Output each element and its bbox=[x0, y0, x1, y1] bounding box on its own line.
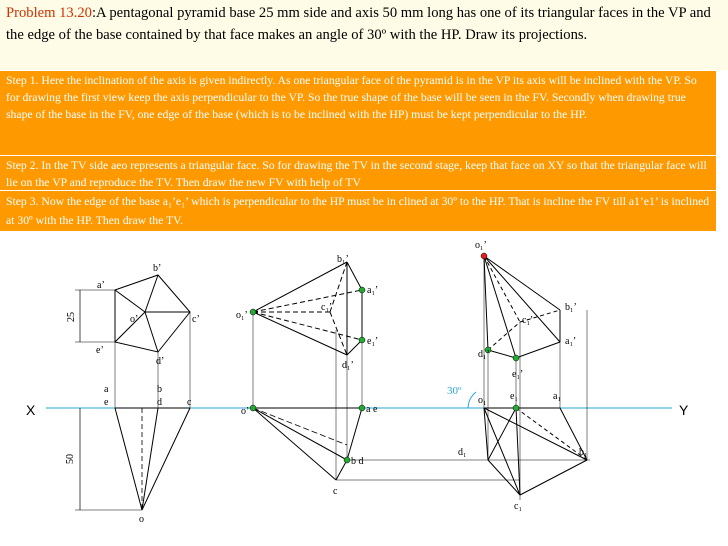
t3-o: o₁ bbox=[478, 395, 487, 406]
step-1: Step 1. Here the inclination of the axis is given indirectly. As one triangular face of the pyramid is in the VP its axis will be inclined with the VP. So for drawing the first view keep the axis perpendicular to the VP. So the true shape of the base will be seen in the FV. Secondly when drawing true shape of the base in the FV, one edge of the base (which is to be inclined with the HP) must be kept perpendicular to the HP. bbox=[0, 71, 716, 155]
v1-o: o’ bbox=[130, 314, 139, 325]
stage1-front-view bbox=[75, 275, 190, 408]
angle-arc bbox=[468, 392, 476, 408]
step-2: Step 2. In the TV side aeo represents a triangular face. So for drawing the TV in the second stage, keep that face on XY so that the triangular face will lie on the VP and reproduce the TV. Then draw the new FV with help of TV bbox=[0, 156, 716, 190]
v2-e: e₁’ bbox=[367, 336, 379, 347]
v1-a: a’ bbox=[97, 280, 105, 291]
t3-a: a₁ bbox=[553, 391, 561, 402]
v3-d: d₁’ bbox=[478, 349, 490, 360]
v3-c: c₁’ bbox=[522, 315, 534, 326]
t1-b: b bbox=[157, 384, 162, 395]
stage2-top-view bbox=[253, 408, 590, 480]
t1-e: e bbox=[104, 397, 109, 408]
v3-a: a₁’ bbox=[565, 336, 577, 347]
angle-label: 30º bbox=[447, 385, 462, 397]
problem-text: :A pentagonal pyramid base 25 mm side and axis 50 mm long has one of its triangular faces in the VP and the edge of the base contained by that face makes an angle of 30º with the HP. Draw its projections. bbox=[6, 5, 711, 43]
t1-a: a bbox=[104, 384, 109, 395]
dim-50: 50 bbox=[65, 454, 76, 464]
v2-c: c₁’ bbox=[321, 302, 333, 313]
v1-d: d’ bbox=[156, 356, 165, 367]
t2-o: o’ bbox=[241, 406, 250, 417]
step-3: Step 3. Now the edge of the base a₁’e₁’ which is perpendicular to the HP must be in clined at 30º to the HP. That is incline the FV till a1’e1’ is inclined at 30º with the HP. Then draw the TV. bbox=[0, 191, 716, 231]
t2-bd: b d bbox=[351, 456, 364, 467]
stage1-top-view bbox=[75, 408, 190, 510]
stage3-front-view bbox=[484, 256, 587, 500]
v3-b: b₁’ bbox=[565, 302, 577, 313]
x-label: X bbox=[26, 402, 36, 418]
v2-a: a₁’ bbox=[367, 285, 379, 296]
t3-c: c₁ bbox=[514, 501, 522, 512]
v1-e: e’ bbox=[96, 345, 104, 356]
t1-c: c bbox=[187, 397, 192, 408]
v3-o: o₁’ bbox=[475, 240, 487, 251]
t2-ae: a e bbox=[366, 404, 378, 415]
v3-e: e₁’ bbox=[512, 369, 524, 380]
t3-d: d₁ bbox=[458, 447, 467, 458]
stage3-tv-point bbox=[513, 405, 519, 411]
v2-d: d₁’ bbox=[342, 360, 354, 371]
stage2-tv-points bbox=[250, 405, 365, 463]
v1-c: c’ bbox=[192, 314, 200, 325]
y-label: Y bbox=[679, 402, 689, 418]
v2-b: b₁’ bbox=[337, 254, 349, 265]
stage2-points bbox=[250, 287, 365, 343]
stage3-top-view bbox=[484, 408, 587, 495]
v2-o: o₁’ bbox=[236, 310, 248, 321]
dim-25: 25 bbox=[66, 312, 77, 322]
t3-e: e₁ bbox=[510, 391, 518, 402]
t3-b: b₁ bbox=[579, 447, 588, 458]
v1-b: b’ bbox=[153, 263, 162, 274]
t1-o: o bbox=[139, 514, 144, 525]
problem-label: Problem 13.20 bbox=[6, 5, 92, 21]
t1-d: d bbox=[157, 397, 162, 408]
stage2-front-view bbox=[253, 262, 362, 480]
t2-c: c bbox=[333, 486, 338, 497]
